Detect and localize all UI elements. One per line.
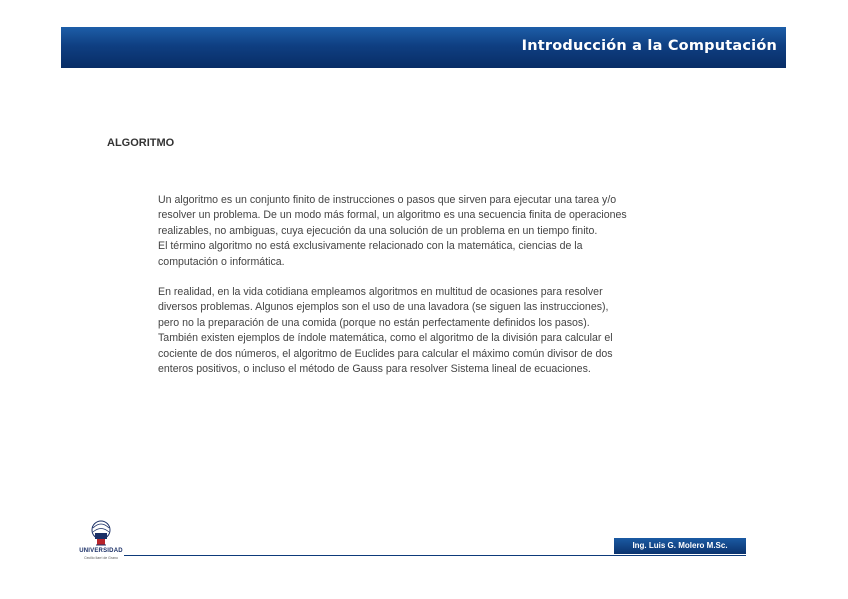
logo-subtitle: Cecilio Ilarri de Grano — [84, 556, 118, 560]
paragraph-line: diversos problemas. Algunos ejemplos son el uso de una lavadora (se siguen las instrucciones), — [158, 301, 609, 314]
paragraph-line: computación o informática. — [158, 255, 285, 268]
footer-line — [124, 555, 746, 556]
course-title: Introducción a la Computación — [521, 38, 777, 54]
body-text — [158, 193, 718, 377]
paragraph-line: El término algoritmo no está exclusivamente relacionado con la matemática, ciencias de la — [158, 240, 583, 253]
paragraph-line: También existen ejemplos de índole matemática, como el algoritmo de la división para calcular el — [158, 332, 613, 345]
paragraph-line: resolver un problema. De un modo más formal, un algoritmo es una secuencia finita de operaciones — [158, 209, 627, 222]
header-band — [61, 27, 786, 68]
paragraph-gap — [158, 270, 718, 285]
paragraph-line: enteros positivos, o incluso el método de Gauss para resolver Sistema lineal de ecuaciones. — [158, 363, 591, 376]
paragraph-line: En realidad, en la vida cotidiana empleamos algoritmos en multitud de ocasiones para resolver — [158, 286, 603, 299]
author-badge: Ing. Luis G. Molero M.Sc. — [614, 538, 746, 554]
paragraph-line: cociente de dos números, el algoritmo de Euclides para calcular el máximo común divisor de dos — [158, 347, 613, 360]
paragraph-line: pero no la preparación de una comida (porque no están perfectamente definidos los pasos). — [158, 316, 590, 329]
section-heading: ALGORITMO — [107, 137, 175, 149]
paragraph-line: Un algoritmo es un conjunto finito de instrucciones o pasos que sirven para ejecutar una tarea y/o — [158, 194, 617, 206]
paragraph-line: realizables, no ambiguas, cuya ejecución da una solución de un problema en un tiempo finito. — [158, 224, 598, 237]
university-crest-icon — [75, 519, 127, 549]
logo-name: UNIVERSIDAD — [79, 548, 123, 554]
university-logo — [75, 519, 127, 563]
